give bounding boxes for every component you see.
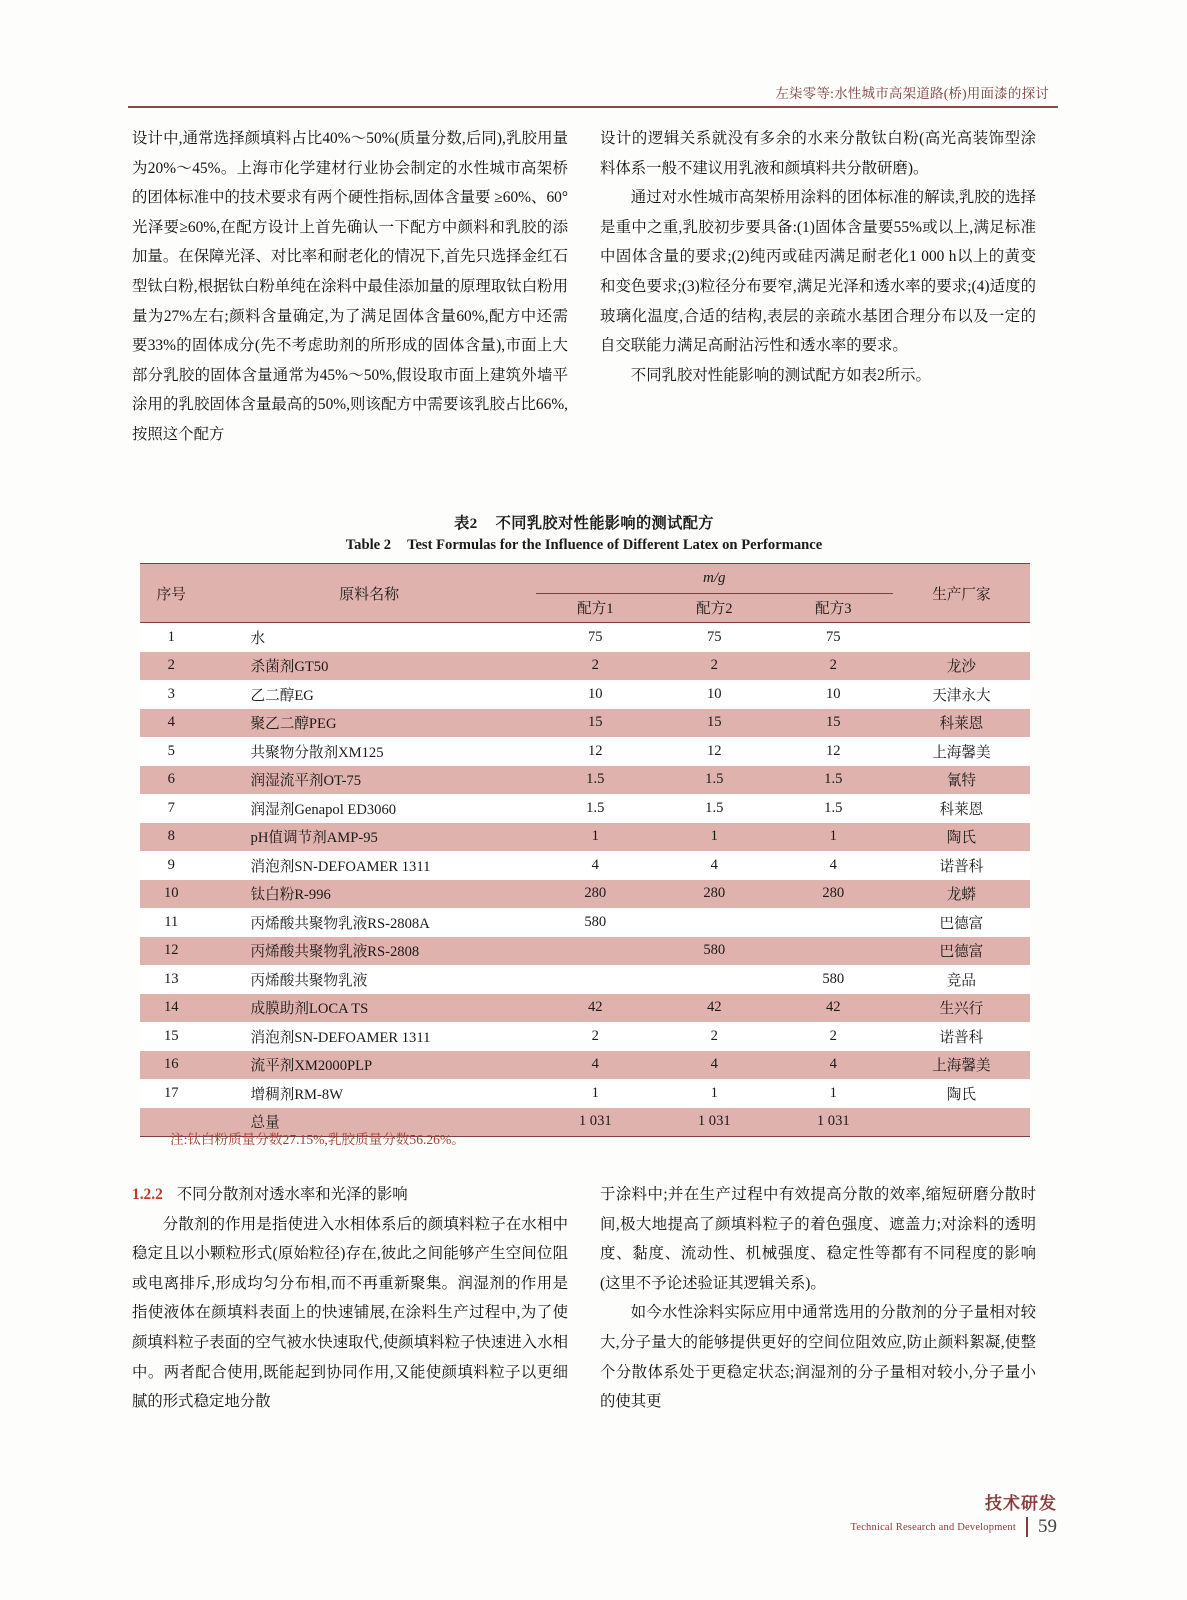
table-row bbox=[140, 652, 1030, 681]
footer-title-en: Technical Research and Development bbox=[850, 1521, 1016, 1533]
cell-formula-1: 1 bbox=[591, 828, 599, 845]
cell-formula-3: 2 bbox=[829, 657, 837, 674]
formula-table-wrapper bbox=[140, 563, 1030, 1137]
table-row bbox=[140, 994, 1030, 1023]
cell-formula-2: 2 bbox=[710, 1027, 718, 1044]
cell-formula-2: 2 bbox=[710, 657, 718, 674]
table-caption-en-number: Table 2 bbox=[345, 537, 392, 553]
cell-name: 丙烯酸共聚物乳液RS-2808 bbox=[250, 944, 420, 961]
cell-formula-1: 280 bbox=[584, 885, 607, 902]
cell-manufacturer: 天津永大 bbox=[932, 687, 991, 704]
cell-formula-3 bbox=[774, 908, 893, 937]
cell-no: 2 bbox=[167, 657, 175, 674]
cell-formula-1: 42 bbox=[587, 999, 603, 1016]
cell-no: 5 bbox=[167, 742, 175, 759]
cell-manufacturer: 科莱恩 bbox=[939, 801, 984, 818]
cell-name: 消泡剂SN-DEFOAMER 1311 bbox=[250, 1029, 431, 1046]
table-row bbox=[140, 823, 1030, 852]
cell-manufacturer: 陶氏 bbox=[946, 1086, 976, 1103]
cell-formula-2: 1.5 bbox=[705, 799, 724, 816]
table-caption-en-text: Test Formulas for the Influence of Different Latex on Performance bbox=[407, 537, 823, 553]
cell-formula-3: 15 bbox=[825, 714, 841, 731]
cell-manufacturer: 龙沙 bbox=[946, 659, 976, 676]
cell-no: 15 bbox=[163, 1027, 179, 1044]
right-paragraph-1: 设计的逻辑关系就没有多余的水来分散钛白粉(高光高装饰型涂料体系一般不建议用乳液和颜填料共分散研磨)。 bbox=[600, 130, 1036, 177]
table-row bbox=[140, 965, 1030, 994]
cell-name: 增稠剂RM-8W bbox=[250, 1086, 343, 1103]
cell-no: 13 bbox=[163, 970, 179, 987]
cell-formula-1 bbox=[536, 937, 655, 966]
right-column-lower bbox=[600, 1180, 1036, 1417]
table-caption-cn-text: 不同乳胶对性能影响的测试配方 bbox=[495, 515, 714, 532]
cell-name: 钛白粉R-996 bbox=[250, 887, 331, 904]
table-note: 注:钛白粉质量分数27.15%,乳胶质量分数56.26%。 bbox=[170, 1132, 465, 1147]
cell-no: 16 bbox=[163, 1056, 179, 1073]
page-number: 59 bbox=[1038, 1516, 1057, 1537]
table-row bbox=[140, 937, 1030, 966]
cell-name: 聚乙二醇PEG bbox=[250, 716, 337, 733]
cell-formula-1: 4 bbox=[591, 1056, 599, 1073]
cell-name: pH值调节剂AMP-95 bbox=[250, 830, 378, 847]
cell-name: 乙二醇EG bbox=[250, 687, 314, 704]
cell-formula-3: 580 bbox=[822, 970, 845, 987]
cell-manufacturer: 巴德富 bbox=[939, 915, 984, 932]
cell-formula-2: 4 bbox=[710, 1056, 718, 1073]
section-number: 1.2.2 bbox=[132, 1186, 163, 1203]
cell-no: 11 bbox=[164, 913, 179, 930]
cell-formula-3: 1.5 bbox=[824, 771, 843, 788]
table-row bbox=[140, 680, 1030, 709]
cell-no: 4 bbox=[167, 714, 175, 731]
table-caption bbox=[132, 512, 1036, 554]
header-rule bbox=[128, 106, 1058, 108]
total-formula-2: 1 031 bbox=[655, 1108, 774, 1137]
cell-formula-2: 1 bbox=[710, 828, 718, 845]
table-row bbox=[140, 794, 1030, 823]
cell-manufacturer: 上海馨美 bbox=[932, 1058, 991, 1075]
cell-no: 3 bbox=[167, 685, 175, 702]
cell-formula-2: 1 bbox=[710, 1084, 718, 1101]
table-row bbox=[140, 709, 1030, 738]
cell-formula-1: 12 bbox=[587, 742, 603, 759]
cell-formula-1: 1.5 bbox=[586, 799, 605, 816]
cell-formula-3: 1.5 bbox=[824, 799, 843, 816]
cell-formula-2: 12 bbox=[706, 742, 722, 759]
cell-no: 17 bbox=[163, 1084, 179, 1101]
table-row bbox=[140, 1051, 1030, 1080]
left-column-top bbox=[132, 124, 568, 450]
cell-formula-3: 2 bbox=[829, 1027, 837, 1044]
table-row bbox=[140, 737, 1030, 766]
header-name: 原料名称 bbox=[203, 564, 536, 623]
cell-manufacturer: 诺普科 bbox=[939, 858, 984, 875]
cell-formula-1: 580 bbox=[584, 913, 607, 930]
cell-formula-1: 2 bbox=[591, 1027, 599, 1044]
cell-no: 6 bbox=[167, 771, 175, 788]
header-formula-2: 配方2 bbox=[655, 593, 774, 623]
cell-no: 1 bbox=[167, 628, 175, 645]
cell-manufacturer: 科莱恩 bbox=[939, 716, 984, 733]
cell-manufacturer: 生兴行 bbox=[939, 1001, 984, 1018]
cell-formula-1: 2 bbox=[591, 657, 599, 674]
cell-no: 8 bbox=[167, 828, 175, 845]
table-row bbox=[140, 1079, 1030, 1108]
cell-name: 流平剂XM2000PLP bbox=[250, 1058, 373, 1075]
cell-formula-1: 15 bbox=[587, 714, 603, 731]
cell-formula-2 bbox=[655, 965, 774, 994]
right-paragraph-2: 通过对水性城市高架桥用涂料的团体标准的解读,乳胶的选择是重中之重,乳胶初步要具备:(1)固体含量要55%或以上,满足标准中固体含量的要求;(2)纯丙或硅丙满足耐老化1 000 h以上的黄变和变色要求;(3)粒径分布要窄,满足光泽和透水率的要求;(4)适度的玻璃化温度,合适的结构,表层的亲疏水基团合理分布以及一定的自交联能力满足高耐沾污性和透水率的要求。 bbox=[600, 189, 1036, 355]
cell-formula-3: 4 bbox=[829, 1056, 837, 1073]
cell-no: 12 bbox=[163, 942, 179, 959]
section-right-paragraph-2: 如今水性涂料实际应用中通常选用的分散剂的分子量相对较大,分子量大的能够提供更好的空间位阻效应,防止颜料絮凝,使整个分散体系处于更稳定状态;润湿剂的分子量相对较小,分子量小的使其更 bbox=[600, 1304, 1036, 1411]
cell-manufacturer: 龙蟒 bbox=[946, 887, 976, 904]
cell-formula-2: 75 bbox=[706, 628, 722, 645]
header-formula-1: 配方1 bbox=[536, 593, 655, 623]
header-no: 序号 bbox=[140, 564, 203, 623]
cell-name: 杀菌剂GT50 bbox=[250, 659, 329, 676]
table-row bbox=[140, 880, 1030, 909]
table-row bbox=[140, 623, 1030, 652]
cell-formula-3: 10 bbox=[825, 685, 841, 702]
cell-formula-3: 1 bbox=[829, 828, 837, 845]
cell-formula-2 bbox=[655, 908, 774, 937]
cell-formula-1 bbox=[536, 965, 655, 994]
table-header-row-1 bbox=[140, 564, 1030, 594]
cell-name: 丙烯酸共聚物乳液 bbox=[250, 972, 368, 989]
cell-formula-1: 4 bbox=[591, 856, 599, 873]
section-title: 不同分散剂对透水率和光泽的影响 bbox=[176, 1186, 408, 1203]
cell-formula-2: 15 bbox=[706, 714, 722, 731]
header-formula-3: 配方3 bbox=[774, 593, 893, 623]
cell-formula-3: 42 bbox=[825, 999, 841, 1016]
running-head: 左柒零等:水性城市高架道路(桥)用面漆的探讨 bbox=[775, 86, 1049, 101]
cell-name: 润湿流平剂OT-75 bbox=[250, 773, 362, 790]
cell-formula-2: 4 bbox=[710, 856, 718, 873]
footer-title-cn: 技术研发 bbox=[985, 1494, 1057, 1513]
cell-manufacturer: 诺普科 bbox=[939, 1029, 984, 1046]
cell-manufacturer: 上海馨美 bbox=[932, 744, 991, 761]
total-formula-1: 1 031 bbox=[536, 1108, 655, 1137]
table-caption-cn-number: 表2 bbox=[454, 515, 478, 532]
cell-formula-3: 75 bbox=[825, 628, 841, 645]
cell-no: 7 bbox=[167, 799, 175, 816]
cell-formula-2: 42 bbox=[706, 999, 722, 1016]
cell-name: 消泡剂SN-DEFOAMER 1311 bbox=[250, 858, 431, 875]
cell-manufacturer: 氰特 bbox=[946, 773, 976, 790]
cell-formula-1: 1 bbox=[591, 1084, 599, 1101]
right-paragraph-3: 不同乳胶对性能影响的测试配方如表2所示。 bbox=[630, 366, 931, 384]
left-paragraph-1: 设计中,通常选择颜填料占比40%～50%(质量分数,后同),乳胶用量为20%～45%。上海市化学建材行业协会制定的水性城市高架桥的团体标准中的技术要求有两个硬性指标,固体含量要 ≥60%、60°光泽要≥60%,在配方设计上首先确认一下配方中颜料和乳胶的添加量。在保障光泽、对比率和耐老化的情况下,首先只选择金红石型钛白粉,根据钛白粉单纯在涂料中最佳添加量的原理取钛白粉用量为27%左右;颜料含量确定,为了满足固体含量60%,配方中还需要33%的固体成分(先不考虑助剂的所形成的固体含量),市面上大部分乳胶的固体含量通常为45%～50%,假设取市面上建筑外墙平涂用的乳胶固体含量最高的50%,则该配方中需要该乳胶占比66%,按照这个配方 bbox=[132, 130, 568, 443]
cell-no: 14 bbox=[163, 999, 179, 1016]
footer-row bbox=[850, 1516, 1057, 1538]
total-label: 总量 bbox=[203, 1108, 536, 1137]
table-row bbox=[140, 908, 1030, 937]
cell-no: 10 bbox=[163, 885, 179, 902]
header-mg: m/g bbox=[536, 564, 893, 594]
cell-name: 成膜助剂LOCA TS bbox=[250, 1001, 369, 1018]
table-caption-en bbox=[132, 537, 1036, 554]
cell-formula-3: 12 bbox=[825, 742, 841, 759]
cell-name: 共聚物分散剂XM125 bbox=[250, 744, 384, 761]
header-manufacturer: 生产厂家 bbox=[893, 564, 1030, 623]
total-formula-3: 1 031 bbox=[774, 1108, 893, 1137]
table-row bbox=[140, 766, 1030, 795]
cell-name: 丙烯酸共聚物乳液RS-2808A bbox=[250, 915, 430, 932]
cell-manufacturer: 巴德富 bbox=[939, 944, 984, 961]
table-row bbox=[140, 851, 1030, 880]
total-manufacturer bbox=[893, 1108, 1030, 1137]
section-heading bbox=[132, 1180, 568, 1210]
cell-name: 水 bbox=[250, 630, 266, 647]
footer-divider bbox=[1026, 1517, 1028, 1537]
cell-formula-3: 1 bbox=[829, 1084, 837, 1101]
cell-manufacturer: 竞品 bbox=[946, 972, 976, 989]
table-caption-cn bbox=[132, 512, 1036, 533]
cell-formula-1: 10 bbox=[587, 685, 603, 702]
section-left-paragraph-1: 分散剂的作用是指使进入水相体系后的颜填料粒子在水相中稳定且以小颗粒形式(原始粒径)存在,彼此之间能够产生空间位阻或电离排斥,形成均匀分布相,而不再重新聚集。润湿剂的作用是指使液体在颜填料表面上的快速铺展,在涂料生产过程中,为了使颜填料粒子表面的空气被水快速取代,使颜填料粒子快速进入水相中。两者配合使用,既能起到协同作用,又能使颜填料粒子以更细腻的形式稳定地分散 bbox=[132, 1215, 568, 1411]
cell-manufacturer bbox=[893, 623, 1030, 652]
right-column-top bbox=[600, 124, 1036, 390]
cell-formula-1: 75 bbox=[587, 628, 603, 645]
cell-formula-3 bbox=[774, 937, 893, 966]
cell-name: 润湿剂Genapol ED3060 bbox=[250, 801, 397, 818]
cell-formula-3: 280 bbox=[822, 885, 845, 902]
cell-manufacturer: 陶氏 bbox=[946, 830, 976, 847]
left-column-lower bbox=[132, 1180, 568, 1417]
cell-formula-2: 1.5 bbox=[705, 771, 724, 788]
cell-formula-3: 4 bbox=[829, 856, 837, 873]
cell-formula-2: 10 bbox=[706, 685, 722, 702]
footer bbox=[850, 1489, 1057, 1538]
cell-no: 9 bbox=[167, 856, 175, 873]
cell-formula-1: 1.5 bbox=[586, 771, 605, 788]
table-row bbox=[140, 1022, 1030, 1051]
formula-table bbox=[140, 563, 1030, 1137]
cell-formula-2: 280 bbox=[703, 885, 726, 902]
cell-formula-2: 580 bbox=[703, 942, 726, 959]
section-right-paragraph-1: 于涂料中;并在生产过程中有效提高分散的效率,缩短研磨分散时间,极大地提高了颜填料粒子的着色强度、遮盖力;对涂料的透明度、黏度、流动性、机械强度、稳定性等都有不同程度的影响(这里不予论述验证其逻辑关系)。 bbox=[600, 1186, 1036, 1292]
